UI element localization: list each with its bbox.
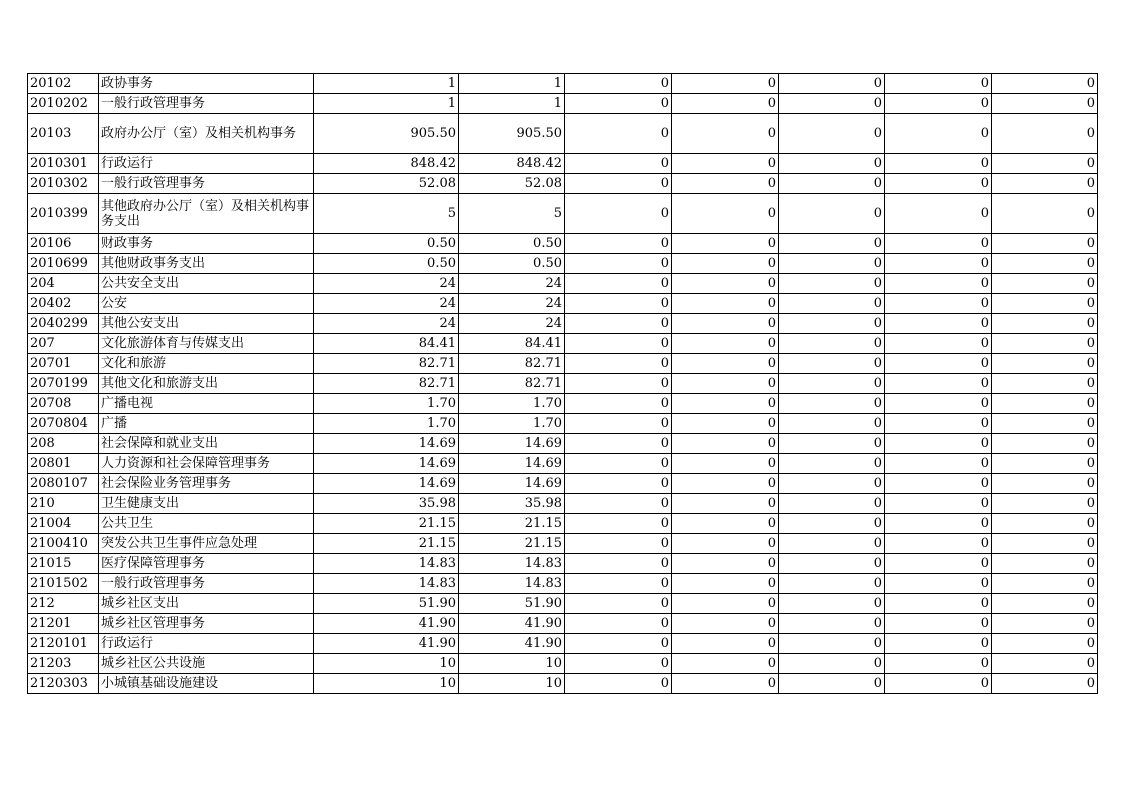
table-row [28, 394, 1098, 414]
table-row [28, 334, 1098, 354]
amount-cell: 24 [314, 294, 459, 314]
subject-code-cell: 2070199 [28, 374, 99, 394]
amount-cell: 848.42 [314, 154, 459, 174]
amount-cell: 41.90 [314, 614, 459, 634]
amount-cell: 0 [992, 514, 1098, 534]
amount-cell: 0 [885, 414, 992, 434]
amount-cell: 0 [672, 374, 779, 394]
subject-name-cell: 文化旅游体育与传媒支出 [99, 334, 314, 354]
subject-code-cell: 21015 [28, 554, 99, 574]
amount-cell: 0 [992, 414, 1098, 434]
amount-cell: 0 [565, 474, 672, 494]
amount-cell: 82.71 [314, 374, 459, 394]
subject-code-cell: 2101502 [28, 574, 99, 594]
amount-cell: 0 [565, 574, 672, 594]
table-row [28, 534, 1098, 554]
amount-cell: 848.42 [459, 154, 565, 174]
amount-cell: 0 [885, 614, 992, 634]
subject-name-cell: 行政运行 [99, 154, 314, 174]
amount-cell: 1 [459, 74, 565, 94]
subject-code-cell: 2100410 [28, 534, 99, 554]
amount-cell: 0 [885, 494, 992, 514]
amount-cell: 14.83 [459, 554, 565, 574]
amount-cell: 0 [565, 554, 672, 574]
table-row [28, 314, 1098, 334]
amount-cell: 0 [885, 174, 992, 194]
amount-cell: 14.83 [314, 574, 459, 594]
amount-cell: 0 [672, 494, 779, 514]
amount-cell: 0 [992, 294, 1098, 314]
amount-cell: 0 [885, 394, 992, 414]
amount-cell: 0 [885, 594, 992, 614]
amount-cell: 0 [992, 494, 1098, 514]
amount-cell: 1.70 [314, 394, 459, 414]
subject-name-cell: 行政运行 [99, 634, 314, 654]
table-row [28, 274, 1098, 294]
subject-code-cell: 2010399 [28, 194, 99, 234]
amount-cell: 0 [992, 674, 1098, 694]
amount-cell: 0 [779, 634, 885, 654]
amount-cell: 24 [314, 314, 459, 334]
table-row [28, 354, 1098, 374]
amount-cell: 0 [992, 534, 1098, 554]
table-row [28, 74, 1098, 94]
amount-cell: 1.70 [459, 414, 565, 434]
subject-code-cell: 208 [28, 434, 99, 454]
amount-cell: 905.50 [459, 114, 565, 154]
subject-name-cell: 政府办公厅（室）及相关机构事务 [99, 114, 314, 154]
amount-cell: 1 [314, 74, 459, 94]
amount-cell: 35.98 [314, 494, 459, 514]
table-row [28, 594, 1098, 614]
subject-name-cell: 城乡社区支出 [99, 594, 314, 614]
subject-name-cell: 城乡社区管理事务 [99, 614, 314, 634]
amount-cell: 0 [779, 374, 885, 394]
amount-cell: 14.69 [459, 454, 565, 474]
amount-cell: 0 [885, 194, 992, 234]
amount-cell: 0 [885, 634, 992, 654]
amount-cell: 0 [992, 194, 1098, 234]
amount-cell: 0 [779, 354, 885, 374]
amount-cell: 10 [459, 674, 565, 694]
amount-cell: 0 [672, 154, 779, 174]
subject-name-cell: 一般行政管理事务 [99, 574, 314, 594]
amount-cell: 0 [565, 514, 672, 534]
table-row [28, 434, 1098, 454]
amount-cell: 0 [672, 294, 779, 314]
table-row [28, 634, 1098, 654]
amount-cell: 52.08 [314, 174, 459, 194]
amount-cell: 0 [565, 454, 672, 474]
amount-cell: 0 [992, 234, 1098, 254]
subject-name-cell: 社会保险业务管理事务 [99, 474, 314, 494]
subject-code-cell: 20801 [28, 454, 99, 474]
subject-name-cell: 文化和旅游 [99, 354, 314, 374]
subject-name-cell: 医疗保障管理事务 [99, 554, 314, 574]
amount-cell: 0 [672, 94, 779, 114]
amount-cell: 0 [672, 314, 779, 334]
table-row [28, 174, 1098, 194]
subject-code-cell: 20102 [28, 74, 99, 94]
amount-cell: 0 [992, 654, 1098, 674]
subject-name-cell: 一般行政管理事务 [99, 174, 314, 194]
amount-cell: 0 [885, 454, 992, 474]
subject-code-cell: 20106 [28, 234, 99, 254]
amount-cell: 0 [672, 174, 779, 194]
amount-cell: 41.90 [459, 634, 565, 654]
amount-cell: 0 [992, 574, 1098, 594]
amount-cell: 0 [885, 274, 992, 294]
amount-cell: 0 [885, 74, 992, 94]
amount-cell: 0 [779, 254, 885, 274]
amount-cell: 0 [565, 154, 672, 174]
amount-cell: 0 [565, 274, 672, 294]
subject-code-cell: 2010301 [28, 154, 99, 174]
subject-name-cell: 财政事务 [99, 234, 314, 254]
amount-cell: 52.08 [459, 174, 565, 194]
amount-cell: 5 [459, 194, 565, 234]
amount-cell: 1 [459, 94, 565, 114]
table-row [28, 374, 1098, 394]
subject-code-cell: 2070804 [28, 414, 99, 434]
amount-cell: 0 [885, 574, 992, 594]
amount-cell: 0 [885, 654, 992, 674]
amount-cell: 0 [565, 114, 672, 154]
amount-cell: 0 [992, 314, 1098, 334]
amount-cell: 0 [992, 594, 1098, 614]
amount-cell: 0 [565, 334, 672, 354]
amount-cell: 21.15 [314, 534, 459, 554]
amount-cell: 0 [885, 114, 992, 154]
amount-cell: 0 [565, 74, 672, 94]
amount-cell: 0 [779, 454, 885, 474]
amount-cell: 0.50 [314, 254, 459, 274]
amount-cell: 0 [779, 534, 885, 554]
subject-code-cell: 2120303 [28, 674, 99, 694]
subject-name-cell: 公共安全支出 [99, 274, 314, 294]
amount-cell: 0 [885, 154, 992, 174]
subject-code-cell: 2040299 [28, 314, 99, 334]
subject-code-cell: 2080107 [28, 474, 99, 494]
amount-cell: 0 [779, 494, 885, 514]
subject-name-cell: 公安 [99, 294, 314, 314]
subject-code-cell: 204 [28, 274, 99, 294]
table-row [28, 294, 1098, 314]
table-row [28, 614, 1098, 634]
amount-cell: 35.98 [459, 494, 565, 514]
subject-code-cell: 2010302 [28, 174, 99, 194]
amount-cell: 0 [779, 294, 885, 314]
amount-cell: 24 [314, 274, 459, 294]
amount-cell: 41.90 [314, 634, 459, 654]
amount-cell: 0 [992, 554, 1098, 574]
amount-cell: 1 [314, 94, 459, 114]
amount-cell: 0 [992, 114, 1098, 154]
amount-cell: 0 [885, 554, 992, 574]
amount-cell: 0 [992, 274, 1098, 294]
amount-cell: 0 [779, 434, 885, 454]
subject-code-cell: 20402 [28, 294, 99, 314]
amount-cell: 0 [992, 454, 1098, 474]
amount-cell: 0 [779, 174, 885, 194]
subject-name-cell: 其他政府办公厅（室）及相关机构事务支出 [99, 194, 314, 234]
amount-cell: 0 [565, 634, 672, 654]
amount-cell: 14.69 [314, 454, 459, 474]
amount-cell: 84.41 [314, 334, 459, 354]
amount-cell: 0 [672, 514, 779, 534]
amount-cell: 14.69 [314, 434, 459, 454]
amount-cell: 0 [565, 674, 672, 694]
subject-code-cell: 20701 [28, 354, 99, 374]
amount-cell: 0 [779, 74, 885, 94]
amount-cell: 0 [672, 434, 779, 454]
amount-cell: 0 [779, 154, 885, 174]
amount-cell: 0 [565, 614, 672, 634]
table-row [28, 234, 1098, 254]
amount-cell: 0 [565, 234, 672, 254]
amount-cell: 0 [885, 234, 992, 254]
amount-cell: 0 [672, 394, 779, 414]
amount-cell: 24 [459, 294, 565, 314]
amount-cell: 0 [992, 154, 1098, 174]
amount-cell: 21.15 [314, 514, 459, 534]
amount-cell: 0 [992, 74, 1098, 94]
table-row [28, 114, 1098, 154]
amount-cell: 0 [779, 274, 885, 294]
amount-cell: 0 [885, 434, 992, 454]
subject-code-cell: 212 [28, 594, 99, 614]
amount-cell: 0 [779, 414, 885, 434]
amount-cell: 0 [565, 394, 672, 414]
amount-cell: 0 [779, 574, 885, 594]
amount-cell: 0 [992, 334, 1098, 354]
amount-cell: 0 [779, 654, 885, 674]
subject-code-cell: 2120101 [28, 634, 99, 654]
amount-cell: 0 [672, 194, 779, 234]
subject-code-cell: 20103 [28, 114, 99, 154]
amount-cell: 21.15 [459, 514, 565, 534]
table-row [28, 654, 1098, 674]
subject-code-cell: 20708 [28, 394, 99, 414]
subject-name-cell: 政协事务 [99, 74, 314, 94]
subject-name-cell: 一般行政管理事务 [99, 94, 314, 114]
amount-cell: 84.41 [459, 334, 565, 354]
amount-cell: 0 [885, 294, 992, 314]
amount-cell: 0 [565, 374, 672, 394]
amount-cell: 21.15 [459, 534, 565, 554]
amount-cell: 0 [885, 94, 992, 114]
amount-cell: 0 [672, 634, 779, 654]
amount-cell: 0 [992, 254, 1098, 274]
amount-cell: 0 [672, 674, 779, 694]
subject-code-cell: 210 [28, 494, 99, 514]
subject-name-cell: 其他文化和旅游支出 [99, 374, 314, 394]
table-row [28, 154, 1098, 174]
amount-cell: 10 [314, 674, 459, 694]
amount-cell: 0 [565, 194, 672, 234]
table-row [28, 674, 1098, 694]
amount-cell: 0 [779, 674, 885, 694]
amount-cell: 0 [565, 414, 672, 434]
amount-cell: 0 [565, 94, 672, 114]
amount-cell: 0 [672, 454, 779, 474]
amount-cell: 0 [565, 174, 672, 194]
amount-cell: 0 [885, 474, 992, 494]
amount-cell: 0 [672, 274, 779, 294]
amount-cell: 41.90 [459, 614, 565, 634]
amount-cell: 0 [885, 254, 992, 274]
subject-name-cell: 城乡社区公共设施 [99, 654, 314, 674]
amount-cell: 0 [672, 554, 779, 574]
subject-name-cell: 广播 [99, 414, 314, 434]
subject-code-cell: 21201 [28, 614, 99, 634]
amount-cell: 0 [779, 554, 885, 574]
amount-cell: 0 [565, 254, 672, 274]
amount-cell: 82.71 [459, 354, 565, 374]
amount-cell: 0 [672, 354, 779, 374]
amount-cell: 0 [672, 474, 779, 494]
subject-code-cell: 21203 [28, 654, 99, 674]
amount-cell: 0 [779, 194, 885, 234]
amount-cell: 14.69 [459, 474, 565, 494]
amount-cell: 0 [672, 114, 779, 154]
amount-cell: 82.71 [314, 354, 459, 374]
subject-name-cell: 其他公安支出 [99, 314, 314, 334]
amount-cell: 14.69 [459, 434, 565, 454]
amount-cell: 0 [885, 514, 992, 534]
table-row [28, 94, 1098, 114]
amount-cell: 1.70 [314, 414, 459, 434]
amount-cell: 0 [672, 334, 779, 354]
budget-expenditure-table [27, 73, 1098, 694]
table-row [28, 414, 1098, 434]
amount-cell: 0 [992, 634, 1098, 654]
amount-cell: 1.70 [459, 394, 565, 414]
amount-cell: 0 [672, 654, 779, 674]
amount-cell: 10 [459, 654, 565, 674]
subject-code-cell: 207 [28, 334, 99, 354]
subject-name-cell: 卫生健康支出 [99, 494, 314, 514]
amount-cell: 0 [565, 494, 672, 514]
table-row [28, 554, 1098, 574]
subject-name-cell: 社会保障和就业支出 [99, 434, 314, 454]
amount-cell: 51.90 [314, 594, 459, 614]
amount-cell: 0 [885, 354, 992, 374]
amount-cell: 0 [672, 234, 779, 254]
amount-cell: 0 [672, 574, 779, 594]
amount-cell: 0 [992, 174, 1098, 194]
amount-cell: 0 [885, 314, 992, 334]
subject-code-cell: 2010699 [28, 254, 99, 274]
amount-cell: 0 [992, 434, 1098, 454]
amount-cell: 0 [779, 474, 885, 494]
table-row [28, 574, 1098, 594]
amount-cell: 0 [885, 374, 992, 394]
amount-cell: 0 [992, 354, 1098, 374]
amount-cell: 0 [672, 74, 779, 94]
amount-cell: 0 [992, 394, 1098, 414]
amount-cell: 10 [314, 654, 459, 674]
amount-cell: 0 [672, 254, 779, 274]
amount-cell: 0.50 [459, 254, 565, 274]
table-row [28, 194, 1098, 234]
table-row [28, 494, 1098, 514]
table-row [28, 454, 1098, 474]
amount-cell: 0 [992, 474, 1098, 494]
amount-cell: 0 [565, 294, 672, 314]
amount-cell: 0 [779, 334, 885, 354]
amount-cell: 14.83 [314, 554, 459, 574]
amount-cell: 0 [779, 394, 885, 414]
amount-cell: 0 [565, 654, 672, 674]
amount-cell: 0.50 [459, 234, 565, 254]
amount-cell: 0 [565, 534, 672, 554]
subject-name-cell: 突发公共卫生事件应急处理 [99, 534, 314, 554]
amount-cell: 51.90 [459, 594, 565, 614]
amount-cell: 14.83 [459, 574, 565, 594]
amount-cell: 0 [885, 674, 992, 694]
amount-cell: 24 [459, 274, 565, 294]
amount-cell: 0 [992, 374, 1098, 394]
amount-cell: 0 [779, 594, 885, 614]
subject-name-cell: 广播电视 [99, 394, 314, 414]
table-row [28, 254, 1098, 274]
amount-cell: 0 [779, 114, 885, 154]
subject-code-cell: 2010202 [28, 94, 99, 114]
amount-cell: 905.50 [314, 114, 459, 154]
amount-cell: 0 [779, 314, 885, 334]
table-row [28, 474, 1098, 494]
amount-cell: 0 [672, 614, 779, 634]
amount-cell: 0 [672, 534, 779, 554]
amount-cell: 0 [992, 94, 1098, 114]
amount-cell: 0 [885, 534, 992, 554]
subject-name-cell: 公共卫生 [99, 514, 314, 534]
subject-name-cell: 小城镇基础设施建设 [99, 674, 314, 694]
amount-cell: 0 [779, 614, 885, 634]
amount-cell: 24 [459, 314, 565, 334]
amount-cell: 0 [779, 514, 885, 534]
subject-code-cell: 21004 [28, 514, 99, 534]
amount-cell: 5 [314, 194, 459, 234]
amount-cell: 0 [779, 234, 885, 254]
amount-cell: 0 [565, 354, 672, 374]
amount-cell: 0.50 [314, 234, 459, 254]
amount-cell: 0 [565, 434, 672, 454]
subject-name-cell: 其他财政事务支出 [99, 254, 314, 274]
amount-cell: 0 [992, 614, 1098, 634]
amount-cell: 0 [885, 334, 992, 354]
amount-cell: 0 [565, 594, 672, 614]
amount-cell: 82.71 [459, 374, 565, 394]
subject-name-cell: 人力资源和社会保障管理事务 [99, 454, 314, 474]
amount-cell: 0 [672, 414, 779, 434]
amount-cell: 0 [779, 94, 885, 114]
amount-cell: 0 [565, 314, 672, 334]
table-row [28, 514, 1098, 534]
amount-cell: 0 [672, 594, 779, 614]
amount-cell: 14.69 [314, 474, 459, 494]
